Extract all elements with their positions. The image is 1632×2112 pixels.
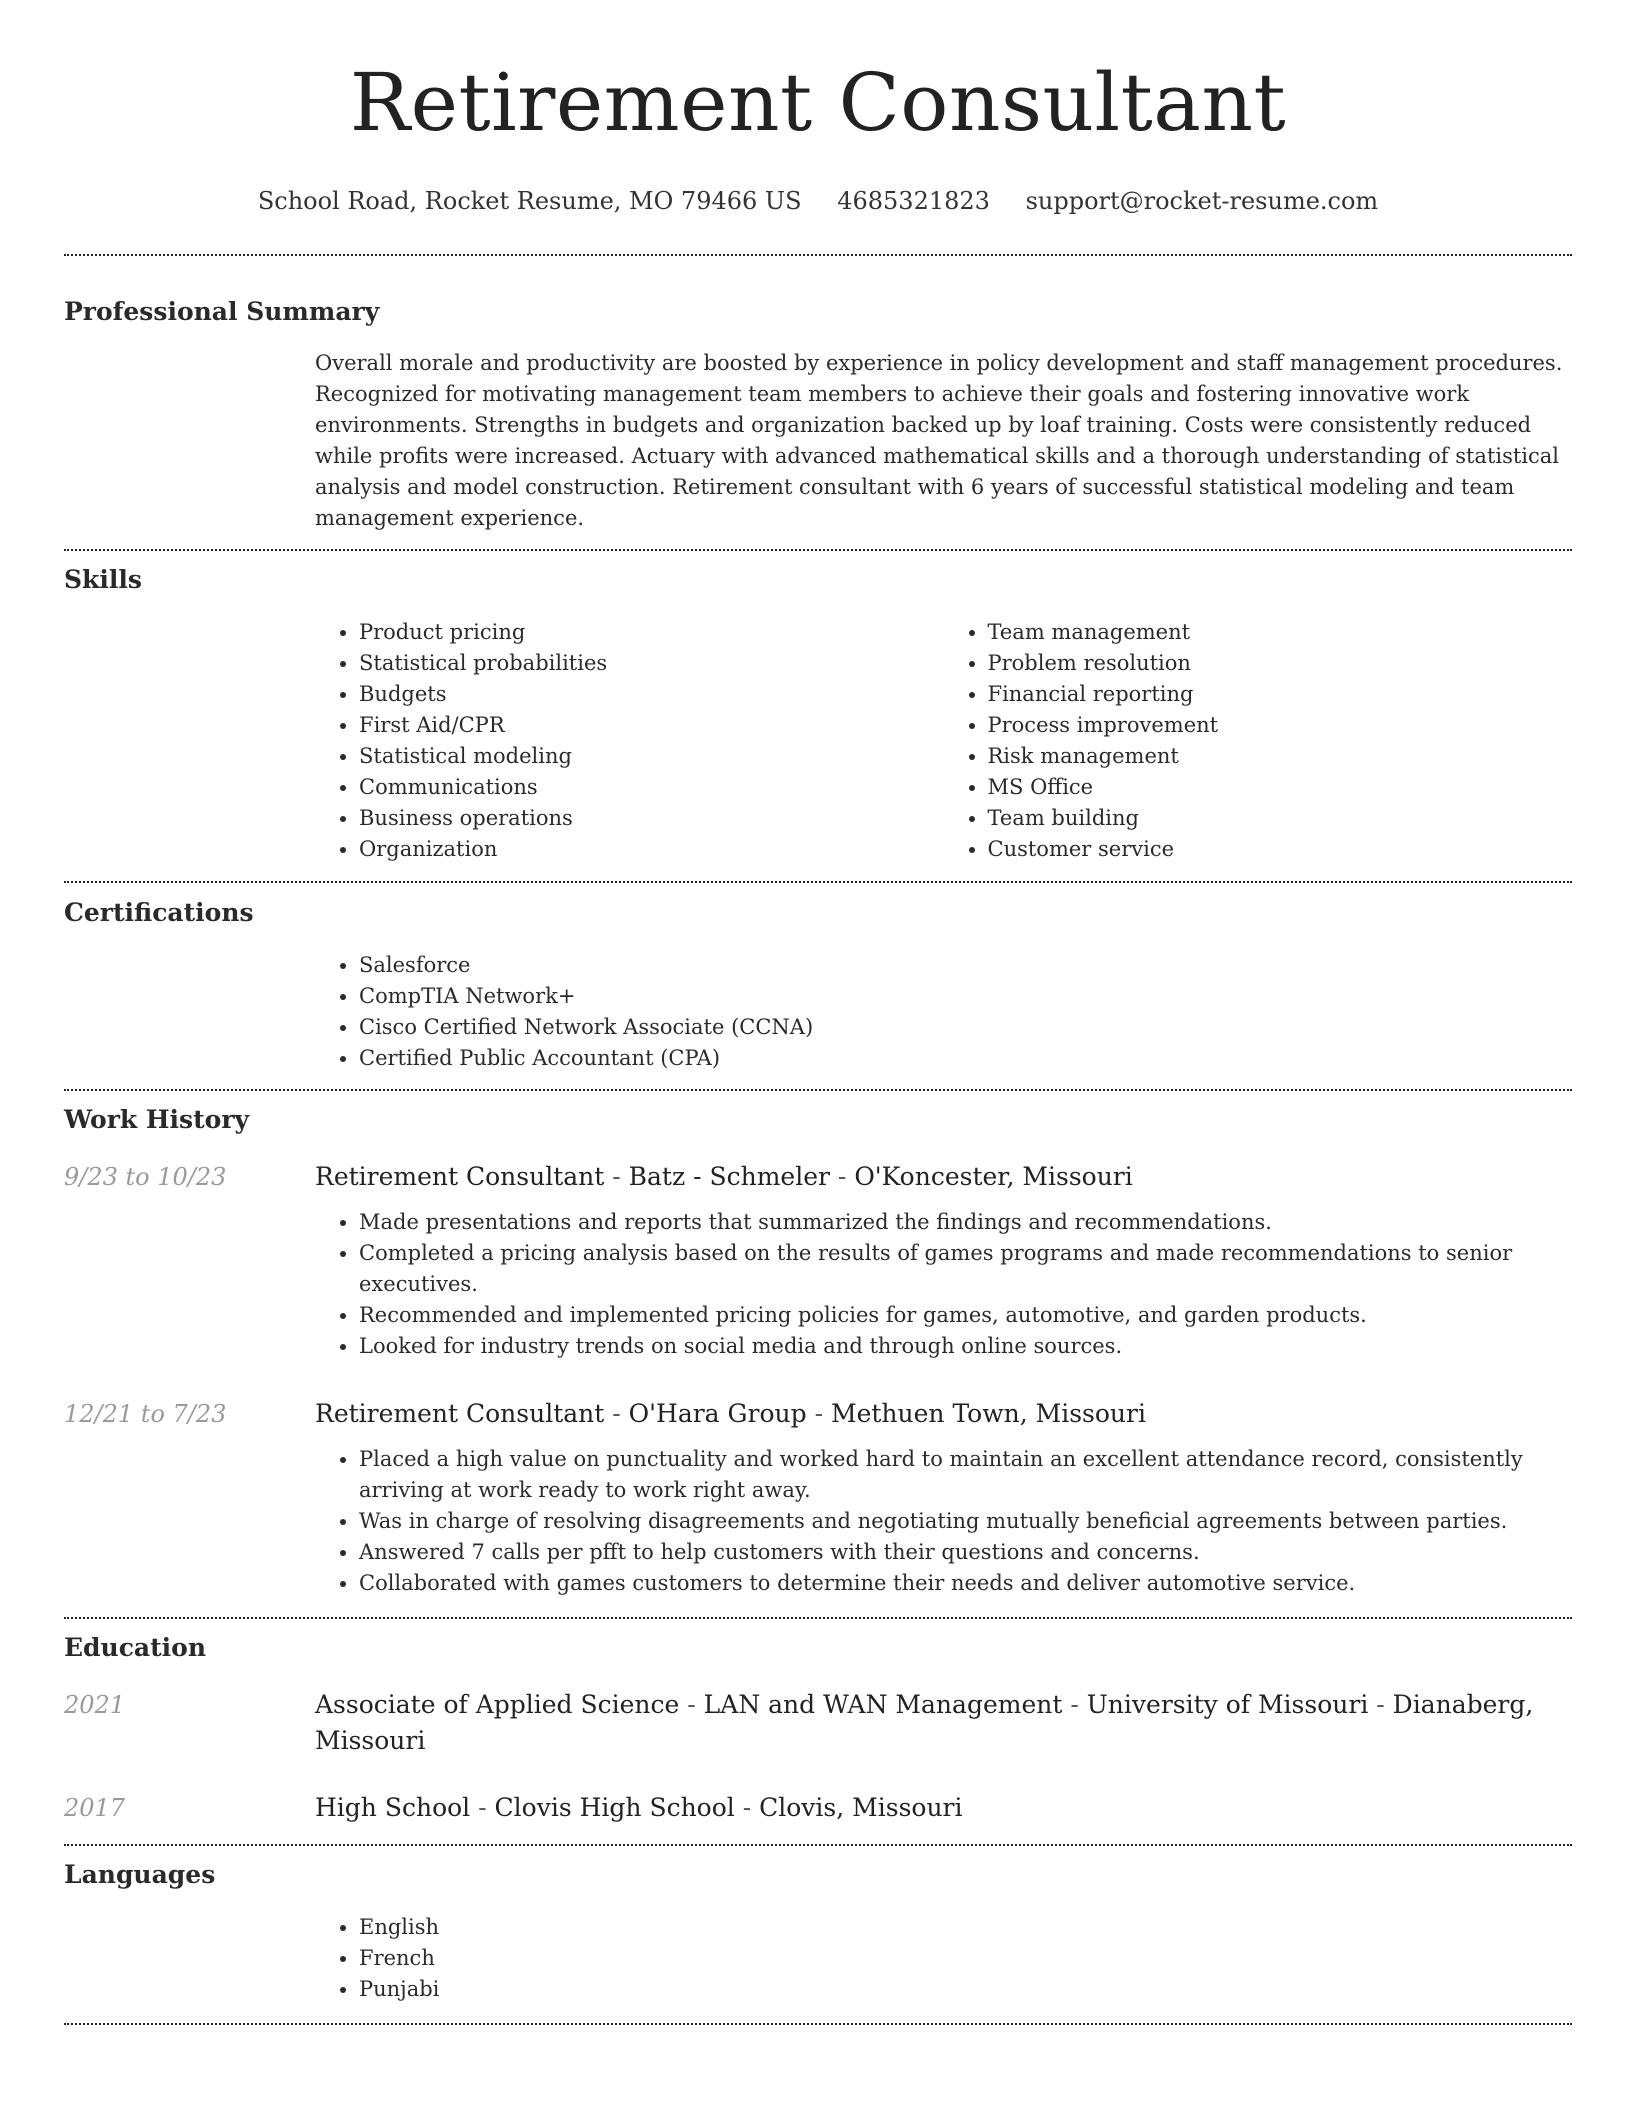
education-year: 2017 (64, 1794, 126, 1822)
education-location: Dianaberg, Missouri (315, 1690, 1534, 1755)
section-title-work-history: Work History (64, 1105, 250, 1134)
job-company: O'Hara Group (628, 1399, 807, 1428)
education-heading: Associate of Applied Science - LAN and WAN Management - University of Missouri - Dianaberg, Missouri (315, 1690, 1534, 1755)
job-entry (64, 1159, 1572, 1362)
work-history-section (64, 1091, 1572, 1599)
section-title-certifications: Certifications (64, 898, 254, 927)
summary-section (64, 256, 1572, 534)
skill-item: • First Aid/CPR (359, 710, 944, 741)
skill-item: • Product pricing (359, 617, 944, 648)
certification-item: • CompTIA Network+ (359, 981, 1572, 1012)
job-bullet: • Looked for industry trends on social media and through online sources. (359, 1331, 1572, 1362)
resume-name-title: Retirement Consultant (349, 56, 1287, 149)
skill-item: • Problem resolution (988, 648, 1573, 679)
job-bullet: • Answered 7 calls per pfft to help customers with their questions and concerns. (359, 1537, 1572, 1568)
language-item: • English (359, 1912, 1572, 1943)
skill-item: • Risk management (988, 741, 1573, 772)
certifications-list (315, 950, 1572, 1074)
skill-item: • Customer service (988, 834, 1573, 865)
education-section (64, 1619, 1572, 1826)
job-location: Methuen Town, Missouri (830, 1399, 1146, 1428)
skill-item: • Budgets (359, 679, 944, 710)
contact-email: support@rocket-resume.com (1025, 187, 1379, 215)
summary-text: Overall morale and productivity are boosted by experience in policy development and staff management procedures. Recognized for motivating management team members to achieve their goals and fostering innovative work environments. Strengths in budgets and organization backed up by loaf training. Costs were consistently reduced while profits were increased. Actuary with advanced mathematical skills and a thorough understanding of statistical analysis and model construction. Retirement consultant with 6 years of successful statistical modeling and team management experience. (315, 351, 1563, 530)
education-entry (64, 1687, 1572, 1759)
skills-list-right (944, 617, 1573, 865)
education-heading: High School - Clovis High School - Clovis, Missouri (315, 1793, 963, 1822)
skill-item: • Process improvement (988, 710, 1573, 741)
certification-item: • Salesforce (359, 950, 1572, 981)
contact-address: School Road, Rocket Resume, MO 79466 US (257, 187, 802, 215)
education-school: Clovis High School (494, 1793, 735, 1822)
languages-section (64, 1846, 1572, 2005)
skill-item: • Statistical modeling (359, 741, 944, 772)
certification-item: • Certified Public Accountant (CPA) (359, 1043, 1572, 1074)
skills-list-left (315, 617, 944, 865)
job-bullet: • Recommended and implemented pricing policies for games, automotive, and garden products. (359, 1300, 1572, 1331)
contact-line (64, 186, 1572, 216)
job-heading: Retirement Consultant - O'Hara Group - Methuen Town, Missouri (315, 1399, 1146, 1428)
skill-item: • Organization (359, 834, 944, 865)
section-title-education: Education (64, 1633, 207, 1662)
skill-item: • Communications (359, 772, 944, 803)
language-item: • Punjabi (359, 1974, 1572, 2005)
job-bullet: • Made presentations and reports that summarized the findings and recommendations. (359, 1207, 1572, 1238)
contact-phone: 4685321823 (837, 187, 990, 215)
section-title-summary: Professional Summary (64, 297, 380, 326)
skill-item: • Statistical probabilities (359, 648, 944, 679)
job-bullets (315, 1444, 1572, 1599)
section-title-languages: Languages (64, 1860, 216, 1889)
job-bullets (315, 1207, 1572, 1362)
section-divider (64, 2023, 1572, 2025)
job-bullet: • Placed a high value on punctuality and worked hard to maintain an excellent attendance record, consistently arriving at work ready to work right away. (359, 1444, 1572, 1506)
education-location: Clovis, Missouri (759, 1793, 963, 1822)
job-bullet: • Collaborated with games customers to determine their needs and deliver automotive service. (359, 1568, 1572, 1599)
job-role: Retirement Consultant (315, 1399, 605, 1428)
certifications-section (64, 883, 1572, 1074)
skills-section (64, 551, 1572, 865)
education-degree: Associate of Applied Science (315, 1690, 680, 1719)
education-field: LAN and WAN Management (703, 1690, 1063, 1719)
job-entry (64, 1396, 1572, 1599)
job-heading: Retirement Consultant - Batz - Schmeler - O'Koncester, Missouri (315, 1162, 1133, 1191)
language-item: • French (359, 1943, 1572, 1974)
skill-item: • MS Office (988, 772, 1573, 803)
certification-item: • Cisco Certified Network Associate (CCNA) (359, 1012, 1572, 1043)
job-dates: 12/21 to 7/23 (64, 1400, 227, 1428)
resume-page (64, 0, 1572, 2025)
job-bullet: • Was in charge of resolving disagreements and negotiating mutually beneficial agreements between parties. (359, 1506, 1572, 1537)
job-location: O'Koncester, Missouri (854, 1162, 1133, 1191)
education-school: University of Missouri (1086, 1690, 1369, 1719)
skill-item: • Team building (988, 803, 1573, 834)
skill-item: • Team management (988, 617, 1573, 648)
education-year: 2021 (64, 1691, 126, 1719)
education-entry (64, 1790, 1572, 1826)
job-dates: 9/23 to 10/23 (64, 1163, 227, 1191)
languages-list (315, 1912, 1572, 2005)
education-degree: High School (315, 1793, 471, 1822)
skill-item: • Financial reporting (988, 679, 1573, 710)
skill-item: • Business operations (359, 803, 944, 834)
job-bullet: • Completed a pricing analysis based on the results of games programs and made recommendations to senior executives. (359, 1238, 1572, 1300)
section-title-skills: Skills (64, 565, 142, 594)
job-role: Retirement Consultant (315, 1162, 605, 1191)
job-company: Batz - Schmeler (628, 1162, 830, 1191)
